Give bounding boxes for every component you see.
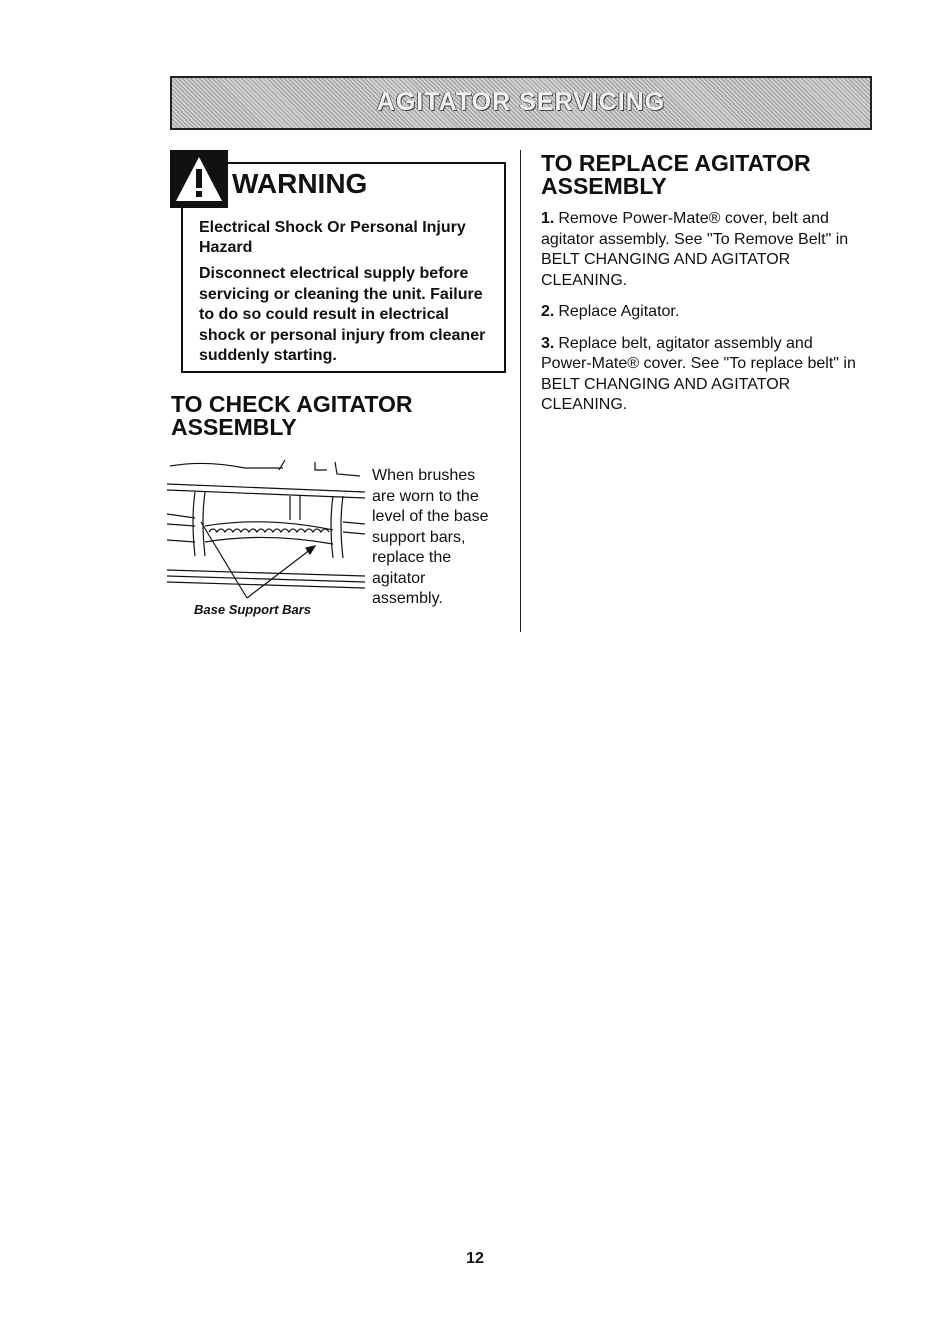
step-text: Replace belt, agitator assembly and Power-Mate® cover. See "To replace belt" in BELT CHANGING AND AGITATOR CLEANING. bbox=[541, 334, 856, 413]
figure-caption: Base Support Bars bbox=[194, 602, 312, 617]
step-number: 2. bbox=[541, 303, 555, 320]
section-title: AGITATOR SERVICING bbox=[376, 88, 666, 116]
warning-heading: WARNING bbox=[232, 168, 368, 199]
page-number: 12 bbox=[466, 1250, 484, 1267]
replace-heading bbox=[541, 152, 811, 198]
check-heading-line2: ASSEMBLY bbox=[171, 414, 297, 440]
check-heading bbox=[171, 393, 413, 439]
warning-subtitle: Electrical Shock Or Personal Injury Hazard bbox=[199, 219, 466, 256]
column-divider bbox=[520, 150, 521, 632]
replace-steps-list bbox=[541, 209, 866, 427]
check-description: When brushes are worn to the level of the base support bars, replace the agitator assembly. bbox=[372, 467, 489, 607]
list-item bbox=[541, 302, 866, 323]
section-banner bbox=[170, 76, 872, 130]
agitator-illustration bbox=[165, 458, 365, 603]
replace-heading-line1: TO REPLACE AGITATOR bbox=[541, 150, 811, 176]
warning-triangle-icon bbox=[170, 150, 228, 208]
list-item bbox=[541, 334, 866, 416]
replace-heading-line2: ASSEMBLY bbox=[541, 173, 667, 199]
step-text: Remove Power-Mate® cover, belt and agitator assembly. See "To Remove Belt" in BELT CHANGING AND AGITATOR CLEANING. bbox=[541, 210, 849, 289]
step-number: 3. bbox=[541, 334, 555, 352]
warning-body: Disconnect electrical supply before servicing or cleaning the unit. Failure to do so could result in electrical shock or personal injury from cleaner suddenly starting. bbox=[199, 265, 486, 364]
check-heading-line1: TO CHECK AGITATOR bbox=[171, 391, 413, 417]
step-text: Replace Agitator. bbox=[558, 303, 680, 320]
list-item bbox=[541, 209, 866, 291]
step-number: 1. bbox=[541, 210, 555, 227]
